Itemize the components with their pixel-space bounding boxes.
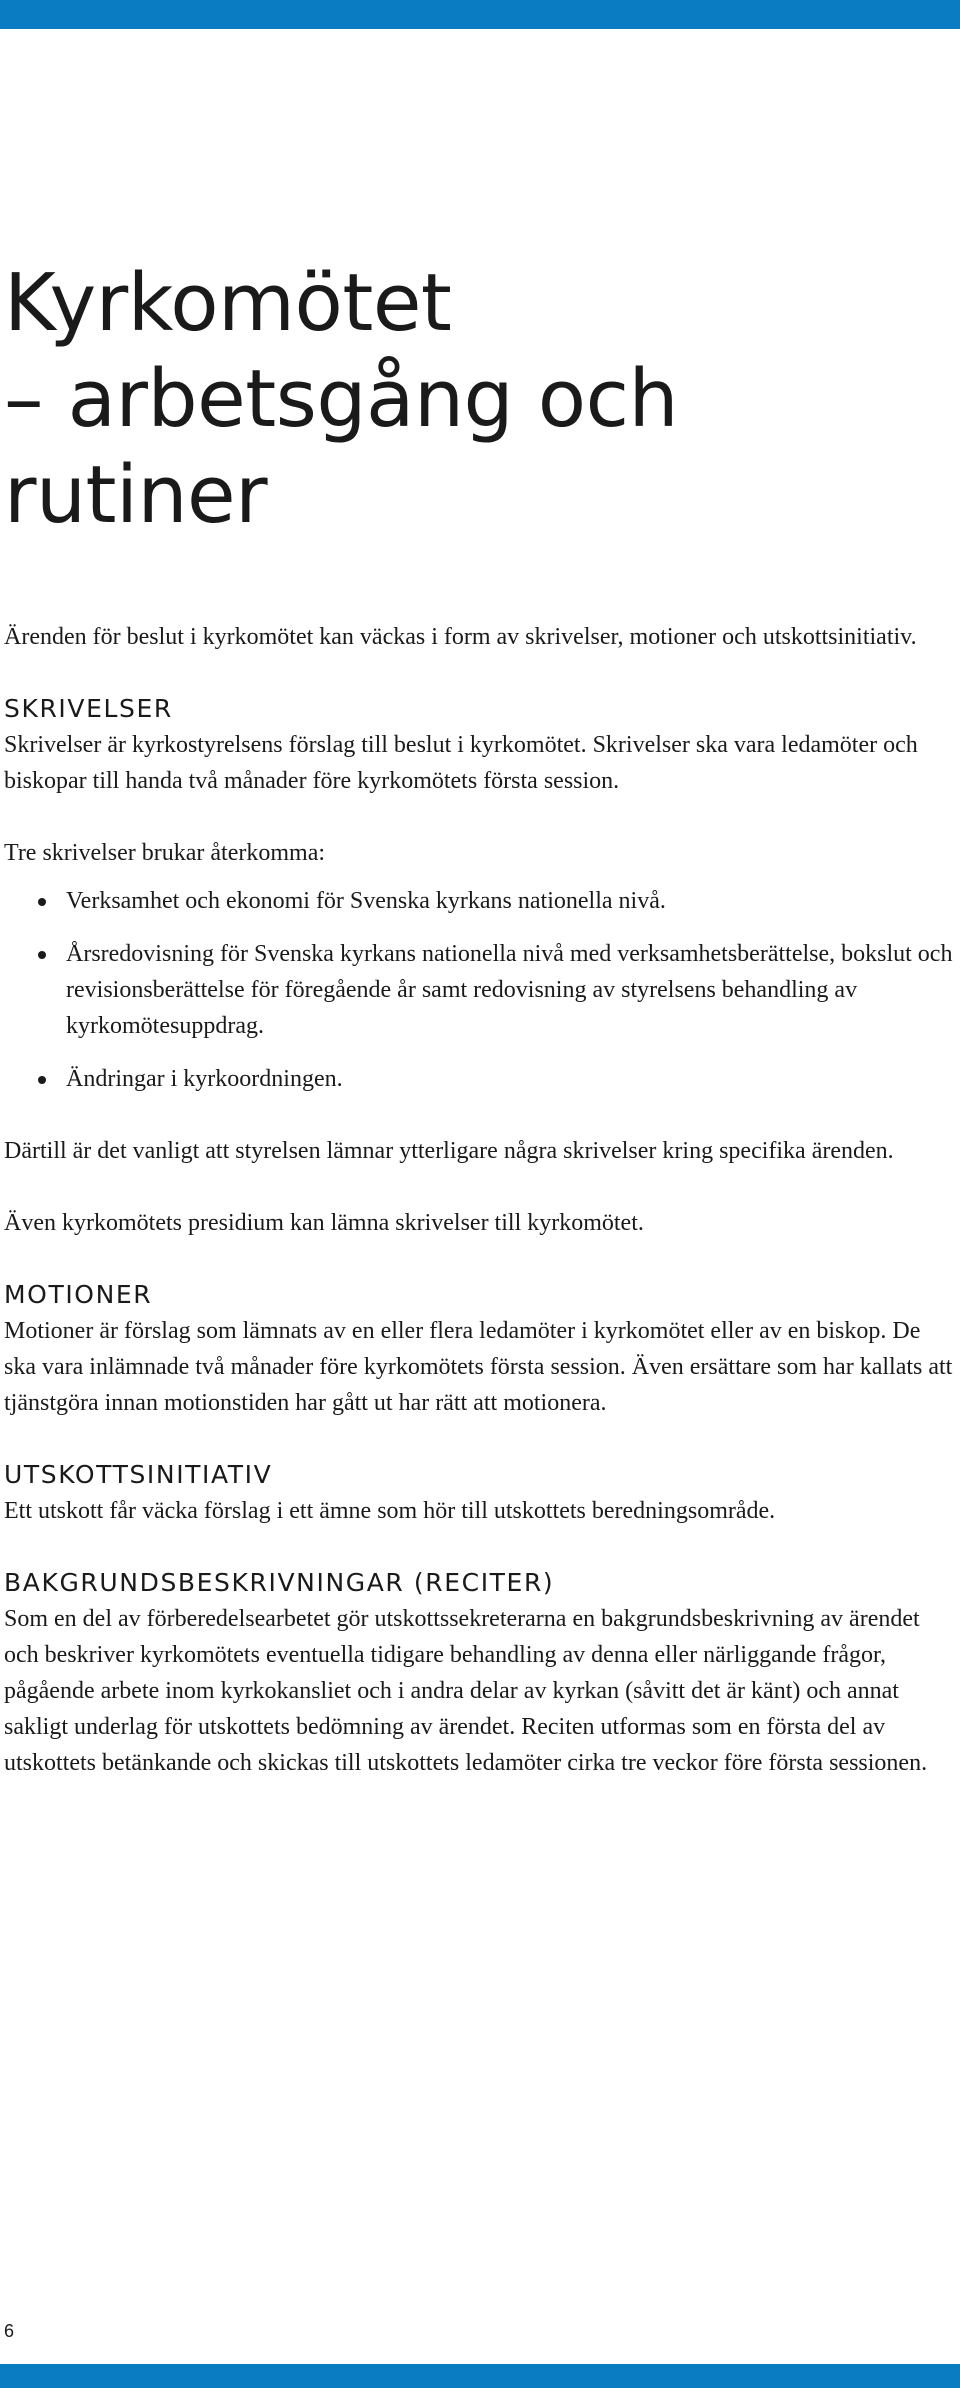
page-content (4, 255, 954, 1817)
skrivelser-paragraph-2: Tre skrivelser brukar återkomma: (4, 840, 326, 866)
skrivelser-bullet-list (4, 883, 954, 1097)
skrivelser-paragraph-4: Även kyrkomötets presidium kan lämna skrivelser till kyrkomötet. (4, 1210, 644, 1236)
motioner-paragraph: Motioner är förslag som lämnats av en eller flera ledamöter i kyrkomötet eller av en biskop. De ska vara inlämnade två månader före kyrkomötets första session. Även ersättare som har kallats att tjänstgöra innan motionstiden har gått ut har rätt att motionera. (4, 1318, 953, 1416)
heading-utskottsinitiativ: UTSKOTTSINITIATIV (4, 1460, 273, 1489)
bottom-accent-band (0, 2364, 960, 2388)
page-number: 6 (4, 2321, 15, 2341)
skrivelser-paragraph-1: Skrivelser är kyrkostyrelsens förslag till beslut i kyrkomötet. Skrivelser ska vara ledamöter och biskopar till handa två månader före kyrkomötets första session. (4, 732, 918, 794)
bakgrund-paragraph: Som en del av förberedelsearbetet gör utskottssekreterarna en bakgrundsbeskrivning av ärendet och beskriver kyrkomötets eventuella tidigare behandling av denna eller närliggande frågor, pågående arbete inom kyrkokansliet och i andra delar av kyrkan (såvitt det är känt) och annat sakligt underlag för utskottets bedömning av ärendet. Reciten utformas som en första del av utskottets betänkande och skickas till utskottets ledamöter cirka tre veckor före första sessionen. (4, 1606, 928, 1776)
list-item: Ändringar i kyrkoordningen. (4, 1061, 954, 1097)
list-item: Verksamhet och ekonomi för Svenska kyrkans nationella nivå. (4, 883, 954, 919)
page-title-line-2: – arbetsgång och rutiner (4, 353, 679, 541)
list-item: Årsredovisning för Svenska kyrkans nationella nivå med verksamhetsberättelse, bokslut och revisionsberättelse för föregående år samt redovisning av styrelsens behandling av kyrkomötesuppdrag. (4, 936, 954, 1044)
heading-bakgrundsbeskrivningar: BAKGRUNDSBESKRIVNINGAR (RECITER) (4, 1568, 555, 1597)
utskottsinitiativ-paragraph: Ett utskott får väcka förslag i ett ämne som hör till utskottets beredningsområde. (4, 1498, 776, 1524)
page-title-line-1: Kyrkomötet (4, 257, 452, 349)
intro-paragraph: Ärenden för beslut i kyrkomötet kan väckas i form av skrivelser, motioner och utskottsinitiativ. (4, 624, 917, 650)
heading-skrivelser: SKRIVELSER (4, 694, 173, 723)
top-accent-band (0, 0, 960, 29)
page-title (4, 255, 954, 543)
heading-motioner: MOTIONER (4, 1280, 153, 1309)
skrivelser-paragraph-3: Därtill är det vanligt att styrelsen lämnar ytterligare några skrivelser kring specifika ärenden. (4, 1138, 894, 1164)
